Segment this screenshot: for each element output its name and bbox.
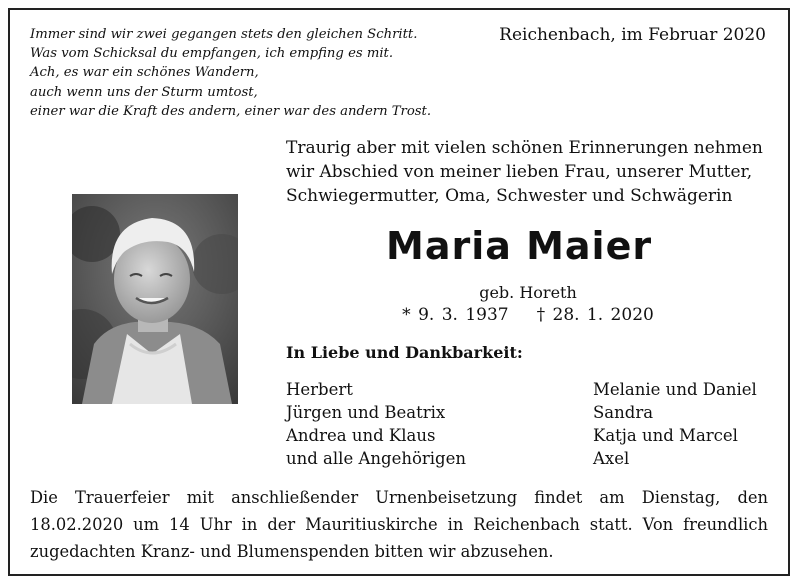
death-date: † 28. 1. 2020 <box>536 305 654 325</box>
mourner: und alle Angehörigen <box>286 449 467 468</box>
funeral-notice <box>30 484 768 565</box>
mourner: Jürgen und Beatrix <box>286 403 446 422</box>
notice-line: Die Trauerfeier mit anschließender Urnenbeisetzung findet am Dienstag, den <box>30 488 768 507</box>
poem-line: auch wenn uns der Sturm umtost, <box>30 84 258 100</box>
mourners-right <box>593 378 757 470</box>
mourner: Katja und Marcel <box>593 426 738 445</box>
intro-line: Schwiegermutter, Oma, Schwester und Schwägerin <box>286 186 733 206</box>
poem-line: Ach, es war ein schönes Wandern, <box>30 65 259 81</box>
poem-line: Was vom Schicksal du empfangen, ich empfing es mit. <box>30 46 394 62</box>
mourner: Andrea und Klaus <box>286 426 436 445</box>
thanks-heading: In Liebe und Dankbarkeit: <box>286 343 523 362</box>
birth-date: * 9. 3. 1937 <box>402 305 509 325</box>
mourners-left <box>286 378 466 470</box>
intro-text <box>286 136 770 208</box>
intro-line: Traurig aber mit vielen schönen Erinnerungen nehmen <box>286 138 763 158</box>
life-dates <box>0 305 800 325</box>
mourner: Melanie und Daniel <box>593 380 757 399</box>
birth-name: geb. Horeth <box>479 283 577 302</box>
poem-line: Immer sind wir zwei gegangen stets den gleichen Schritt. <box>30 27 418 42</box>
notice-line: 18.02.2020 um 14 Uhr in der Mauritiuskirche in Reichenbach statt. Von freundlich <box>30 515 768 534</box>
mourner: Herbert <box>286 380 353 399</box>
mourner: Sandra <box>593 403 654 422</box>
mourner: Axel <box>593 449 630 468</box>
place-date: Reichenbach, im Februar 2020 <box>499 25 766 45</box>
notice-line: zugedachten Kranz- und Blumenspenden bitten wir abzusehen. <box>30 542 554 561</box>
poem-line: einer war die Kraft des andern, einer war des andern Trost. <box>30 103 432 119</box>
intro-line: wir Abschied von meiner lieben Frau, unserer Mutter, <box>286 162 753 182</box>
deceased-name: Maria Maier <box>386 224 653 268</box>
poem <box>30 25 470 121</box>
